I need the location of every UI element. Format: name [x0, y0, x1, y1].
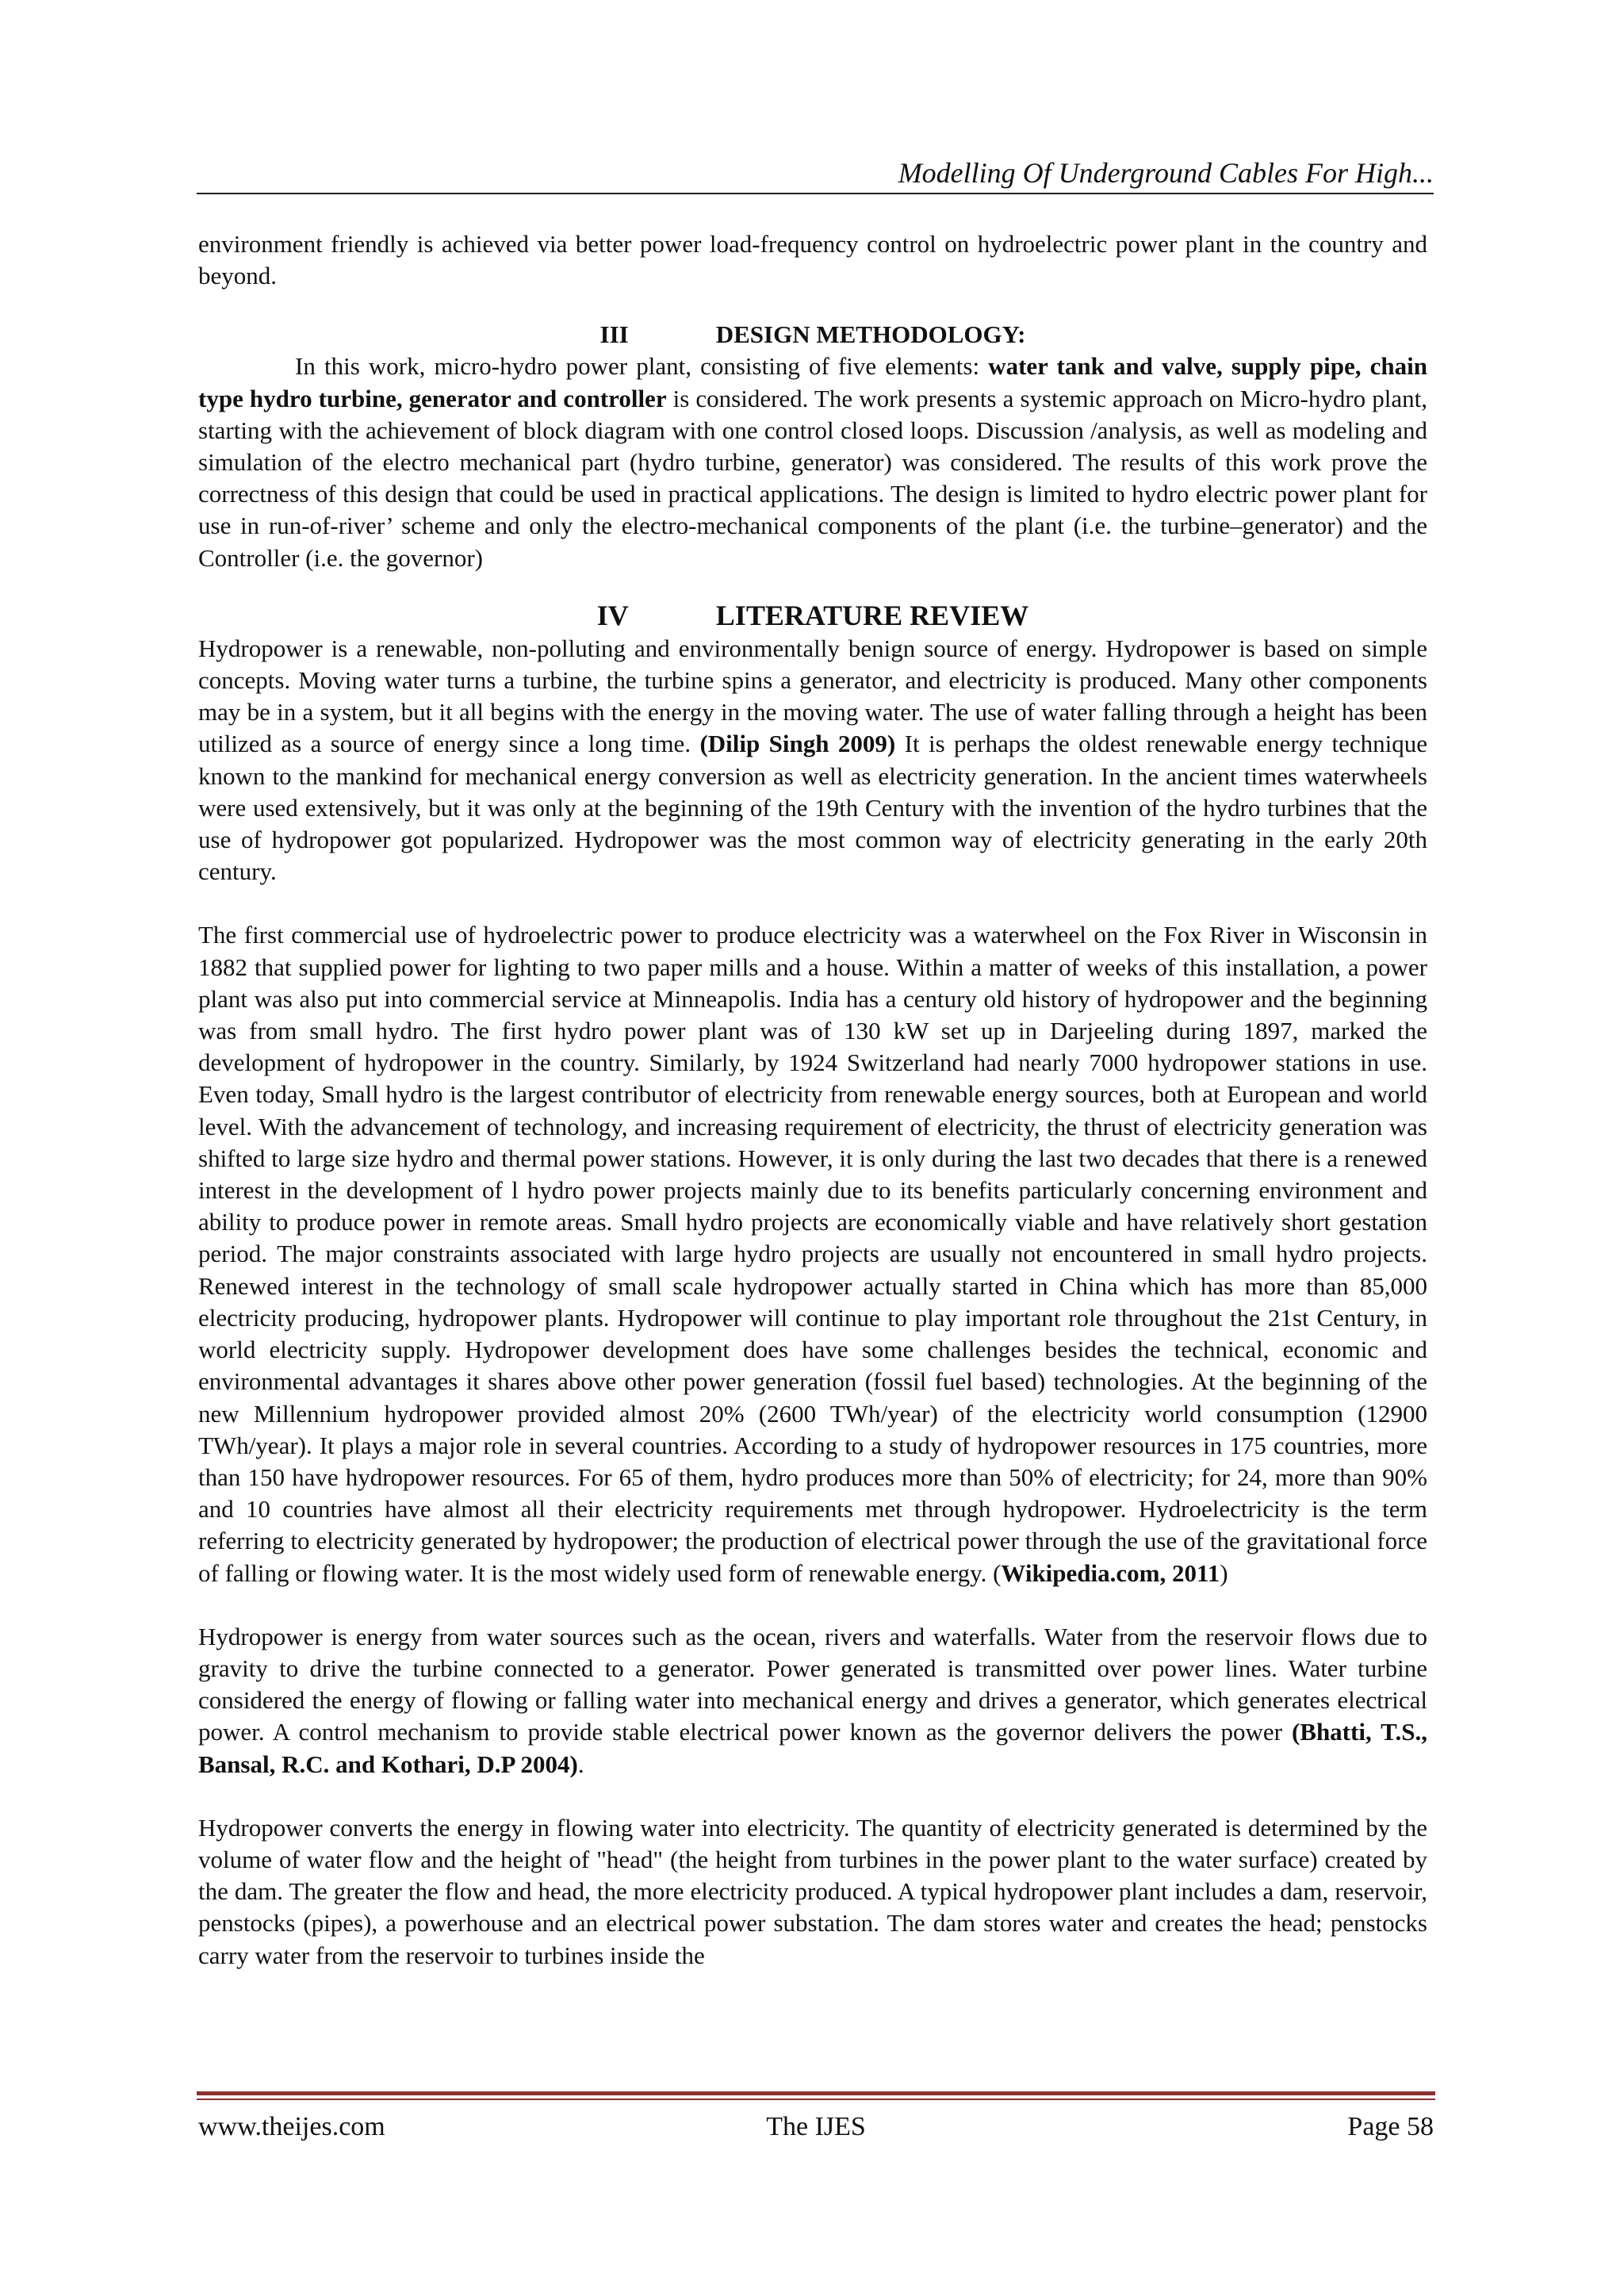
literature-paragraph-2 [198, 919, 1427, 1589]
design-methodology-paragraph [198, 351, 1427, 573]
header-rule [197, 193, 1434, 194]
text-run: is considered. The work presents a systemic approach on Micro-hydro plant, starting with the achievement of block diagram with one control closed loops. Discussion /analysis, as well as modeling and simulation of the electro mechanical part (hydro turbine, generator) was considered. The results of this work prove the correctness of this design that could be used in practical applications. The design is limited to hydro electric power plant for use in run-of-river’ scheme and only the electro-mechanical components of the plant (i.e. the turbine–generator) and the Controller (i.e. the governor) [198, 384, 1427, 572]
text-run: ) [1220, 1558, 1228, 1587]
citation: (Dilip Singh 2009) [699, 730, 896, 758]
footer-journal-name: The IJES [766, 2112, 866, 2141]
section-title: DESIGN METHODOLOGY: [715, 320, 1026, 349]
section-number: IV [596, 599, 629, 631]
bold-elements-list: water tank and valve, supply pipe, chain type hydro turbine, generator and controller [198, 352, 1427, 412]
literature-paragraph-1 [198, 633, 1427, 888]
text-run: . [577, 1750, 584, 1778]
text-run: In this work, micro-hydro power plant, consisting of five elements: [295, 352, 989, 381]
running-title: Modelling Of Underground Cables For High... [898, 157, 1434, 189]
continuation-paragraph: environment friendly is achieved via better power load-frequency control on hydroelectric power plant in the country and beyond. [198, 230, 1427, 290]
text-run: It is perhaps the oldest renewable energy technique known to the mankind for mechanical energy conversion as well as electricity generation. In the ancient times waterwheels were used extensively, but it was only at the beginning of the 19th Century with the invention of the hydro turbines that the use of hydropower got popularized. Hydropower was the most common way of electricity generating in the early 20th century. [198, 730, 1427, 886]
text-run: Hydropower is energy from water sources such as the ocean, rivers and waterfalls. Water from the reservoir flows due to gravity to drive the turbine connected to a generator. Power generated is transmitted over power lines. Water turbine considered the energy of flowing or falling water into mechanical energy and drives a generator, which generates electrical power. A control mechanism to provide stable electrical power known as the governor delivers the power [198, 1622, 1427, 1746]
citation: (Bhatti, T.S., Bansal, R.C. and Kothari, D.P 2004) [198, 1718, 1427, 1778]
article-body [198, 228, 1427, 1972]
text-run: The first commercial use of hydroelectric power to produce electricity was a waterwheel on the Fox River in Wisconsin in 1882 that supplied power for lighting to two paper mills and a house. Within a matter of weeks of this installation, a power plant was also put into commercial service at Minneapolis. India has a century old history of hydropower and the beginning was from small hydro. The first hydro power plant was of 130 kW set up in Darjeeling during 1897, marked the development of hydropower in the country. Similarly, by 1924 Switzerland had nearly 7000 hydropower stations in use. Even today, Small hydro is the largest contributor of electricity from renewable energy sources, both at European and world level. With the advancement of technology, and increasing requirement of electricity, the thrust of electricity generation was shifted to large size hydro and thermal power stations. However, it is only during the last two decades that there is a renewed interest in the development of l hydro power projects mainly due to its benefits particularly concerning environment and ability to produce power in remote areas. Small hydro projects are economically viable and have relatively short gestation period. The major constraints associated with large hydro projects are usually not encountered in small hydro projects. Renewed interest in the technology of small scale hydropower actually started in China which has more than 85,000 electricity producing, hydropower plants. Hydropower will continue to play important role throughout the 21st Century, in world electricity supply. Hydropower development does have some challenges besides the technical, economic and environmental advantages it shares above other power generation (fossil fuel based) technologies. At the beginning of the new Millennium hydropower provided almost 20% (2600 TWh/year) of the electricity world consumption (12900 TWh/year). It plays a major role in several countries. According to a study of hydropower resources in 175 countries, more than 150 have hydropower resources. For 65 of them, hydro produces more than 50% of electricity; for 24, more than 90% and 10 countries have almost all their electricity requirements met through hydropower. Hydroelectricity is the term referring to electricity generated by hydropower; the production of electrical power through the use of the gravitational force of falling or flowing water. It is the most widely used form of renewable energy. ( [198, 921, 1427, 1587]
section-number: III [599, 320, 629, 349]
section-heading-literature-review [198, 598, 1427, 633]
page-footer [198, 2110, 1434, 2149]
footer-rule-thin [197, 2099, 1435, 2100]
citation: Wikipedia.com, 2011 [1001, 1558, 1220, 1587]
literature-paragraph-4: Hydropower converts the energy in flowing water into electricity. The quantity of electricity generated is determined by the volume of water flow and the height of "head" (the height from turbines in the power plant to the water surface) created by the dam. The greater the flow and head, the more electricity produced. A typical hydropower plant includes a dam, reservoir, penstocks (pipes), a powerhouse and an electrical power substation. The dam stores water and creates the head; penstocks carry water from the reservoir to turbines inside the [198, 1813, 1427, 1969]
section-heading-design-methodology [198, 319, 1427, 351]
section-title: LITERATURE REVIEW [715, 599, 1029, 631]
literature-paragraph-3 [198, 1621, 1427, 1780]
text-run: Hydropower is a renewable, non-polluting and environmentally benign source of energy. Hydropower is based on simple concepts. Moving water turns a turbine, the turbine spins a generator, and electricity is produced. Many other components may be in a system, but it all begins with the energy in the moving water. The use of water falling through a height has been utilized as a source of energy since a long time. [198, 634, 1427, 758]
footer-page-number: Page 58 [1347, 2112, 1434, 2141]
footer-rule-thick [197, 2091, 1435, 2095]
footer-website-link[interactable]: www.theijes.com [198, 2112, 385, 2141]
